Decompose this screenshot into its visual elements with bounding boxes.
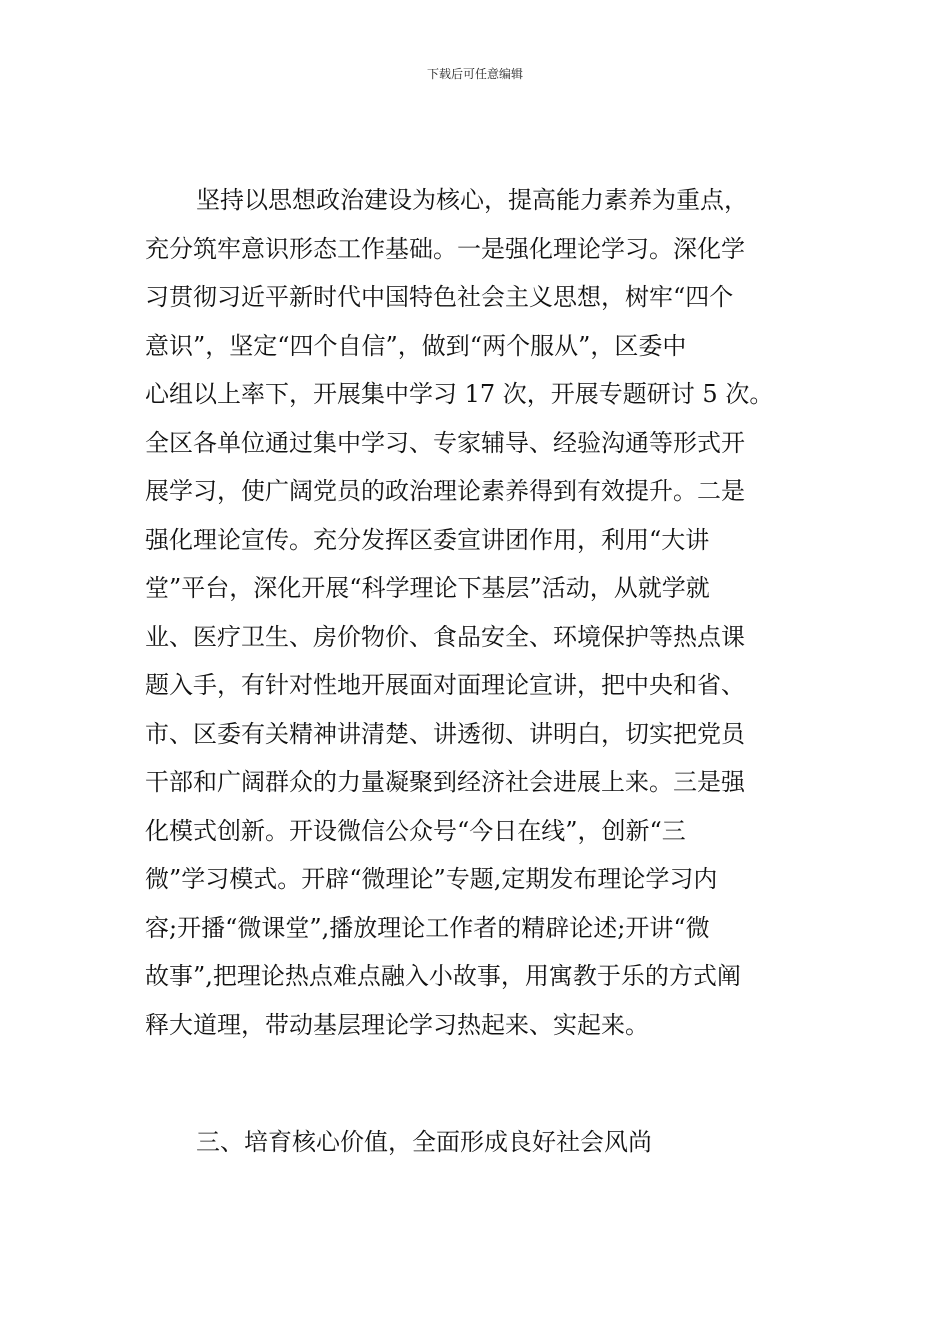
paragraph-line: 业、医疗卫生、房价物价、食品安全、环境保护等热点课 xyxy=(145,622,745,651)
body-paragraph xyxy=(145,176,809,1049)
paragraph-line: 释大道理，带动基层理论学习热起来、实起来。 xyxy=(145,1010,649,1039)
paragraph-line: 容;开播“微课堂”,播放理论工作者的精辟论述;开讲“微 xyxy=(145,913,710,942)
paragraph-line: 充分筑牢意识形态工作基础。一是强化理论学习。深化学 xyxy=(145,234,745,263)
page-header-note: 下载后可任意编辑 xyxy=(426,67,523,81)
paragraph-line: 故事”,把理论热点难点融入小故事，用寓教于乐的方式阐 xyxy=(145,962,741,990)
paragraph-line: 展学习，使广阔党员的政治理论素养得到有效提升。二是 xyxy=(145,477,745,505)
paragraph-line: 强化理论宣传。充分发挥区委宣讲团作用，利用“大讲 xyxy=(145,525,710,554)
paragraph-line: 意识”，坚定“四个自信”，做到“两个服从”，区委中 xyxy=(145,331,687,360)
paragraph-line: 微”学习模式。开辟“微理论”专题,定期发布理论学习内 xyxy=(145,865,718,893)
paragraph-line: 全区各单位通过集中学习、专家辅导、经验沟通等形式开 xyxy=(145,428,745,457)
paragraph-line: 市、区委有关精神讲清楚、讲透彻、讲明白，切实把党员 xyxy=(145,719,745,748)
paragraph-line: 堂”平台，深化开展“科学理论下基层”活动，从就学就 xyxy=(145,574,710,602)
paragraph-line: 干部和广阔群众的力量凝聚到经济社会进展上来。三是强 xyxy=(145,768,745,796)
section-heading: 三、培育核心价值，全面形成良好社会风尚 xyxy=(196,1128,652,1156)
paragraph-line: 习贯彻习近平新时代中国特色社会主义思想，树牢“四个 xyxy=(145,283,734,311)
paragraph-line: 坚持以思想政治建设为核心，提高能力素养为重点， xyxy=(196,186,748,214)
paragraph-line: 化模式创新。开设微信公众号“今日在线”，创新“三 xyxy=(145,816,686,845)
paragraph-line: 题入手，有针对性地开展面对面理论宣讲，把中央和省、 xyxy=(145,671,745,699)
paragraph-line: 心组以上率下，开展集中学习 17 次，开展专题研讨 5 次。 xyxy=(145,380,774,408)
